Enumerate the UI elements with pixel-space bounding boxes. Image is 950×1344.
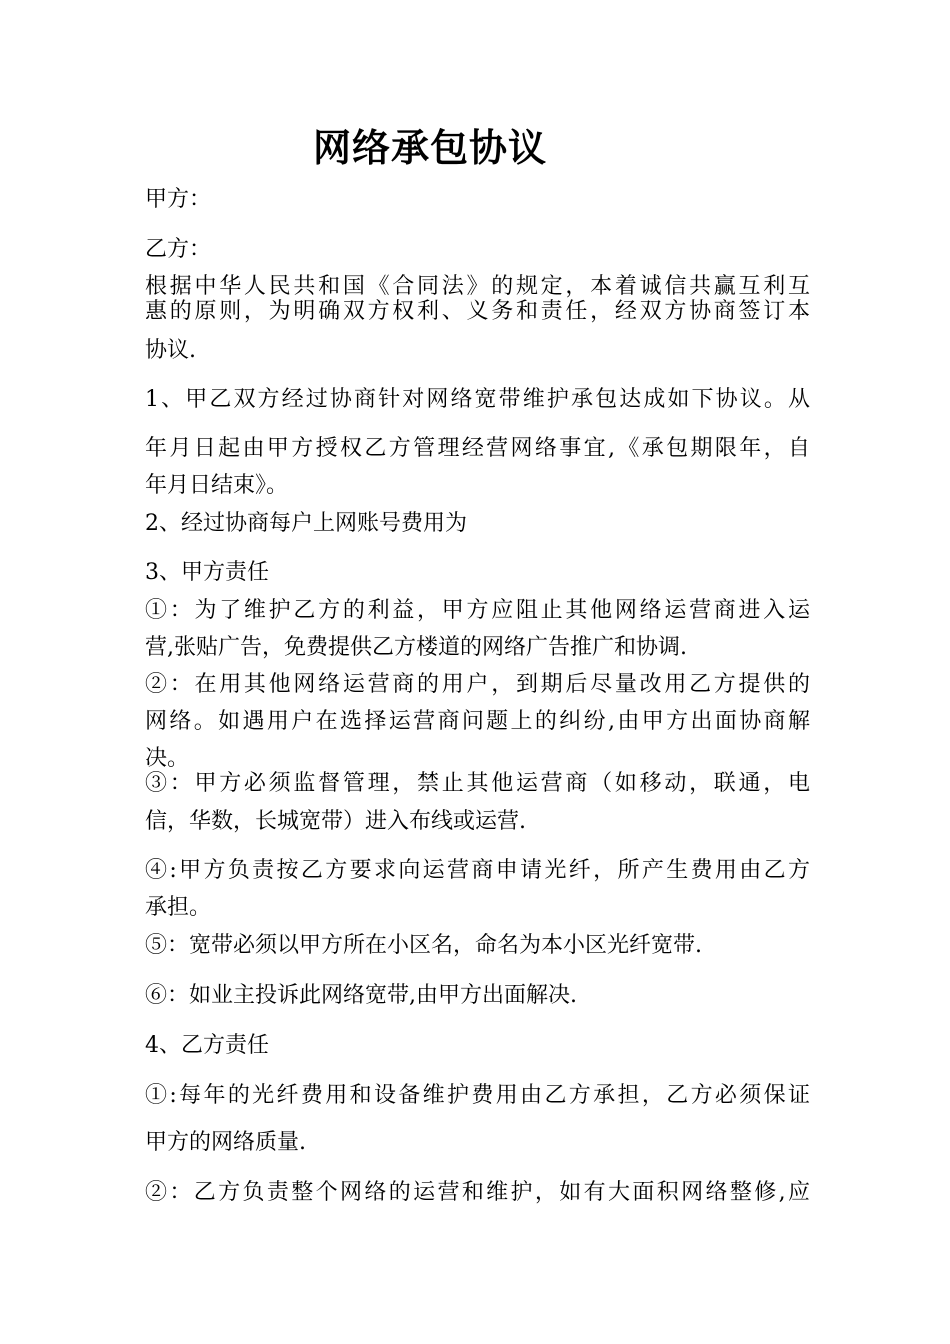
paragraph-line: ①：为了维护乙方的利益，甲方应阻止其他网络运营商进入运: [145, 598, 810, 623]
paragraph-line: ⑤：宽带必须以甲方所在小区名，命名为本小区光纤宽带.: [145, 933, 702, 958]
paragraph-line: 决。: [145, 746, 190, 771]
paragraph-line: 承担。: [145, 895, 212, 920]
paragraph-line: 信，华数，长城宽带）进入布线或运营.: [145, 809, 526, 834]
paragraph-line: 甲方的网络质量.: [145, 1130, 306, 1155]
paragraph-line: ②：在用其他网络运营商的用户，到期后尽量改用乙方提供的: [145, 672, 810, 697]
paragraph-line: 协议.: [145, 338, 196, 363]
section-heading: 3、甲方责任: [145, 560, 269, 585]
paragraph-line: ④:甲方负责按乙方要求向运营商申请光纤，所产生费用由乙方: [145, 858, 810, 883]
paragraph-line: 年月日起由甲方授权乙方管理经营网络事宜,《承包期限年，自: [145, 436, 810, 461]
party-a-line: 甲方：: [145, 187, 212, 212]
paragraph-line: ⑥：如业主投诉此网络宽带,由甲方出面解决.: [145, 983, 577, 1008]
paragraph-line: 2、经过协商每户上网账号费用为: [145, 511, 467, 536]
party-b-line: 乙方：: [145, 237, 212, 262]
paragraph-line: ③：甲方必须监督管理，禁止其他运营商（如移动，联通，电: [145, 771, 810, 796]
section-heading: 4、乙方责任: [145, 1033, 269, 1058]
document-title: 网络承包协议: [312, 125, 547, 170]
paragraph-line: 营,张贴广告，免费提供乙方楼道的网络广告推广和协调.: [145, 635, 687, 660]
paragraph-line: ①:每年的光纤费用和设备维护费用由乙方承担，乙方必须保证: [145, 1083, 810, 1108]
paragraph-line: 1、甲乙双方经过协商针对网络宽带维护承包达成如下协议。从: [145, 387, 810, 412]
paragraph-line: 年月日结束》。: [145, 473, 289, 498]
paragraph-line: 惠的原则，为明确双方权利、义务和责任，经双方协商签订本: [145, 299, 810, 324]
paragraph-line: 根据中华人民共和国《合同法》的规定，本着诚信共赢互利互: [145, 274, 810, 299]
paragraph-line: ②：乙方负责整个网络的运营和维护，如有大面积网络整修,应: [145, 1180, 810, 1205]
paragraph-line: 网络。如遇用户在选择运营商问题上的纠纷,由甲方出面协商解: [145, 709, 810, 734]
